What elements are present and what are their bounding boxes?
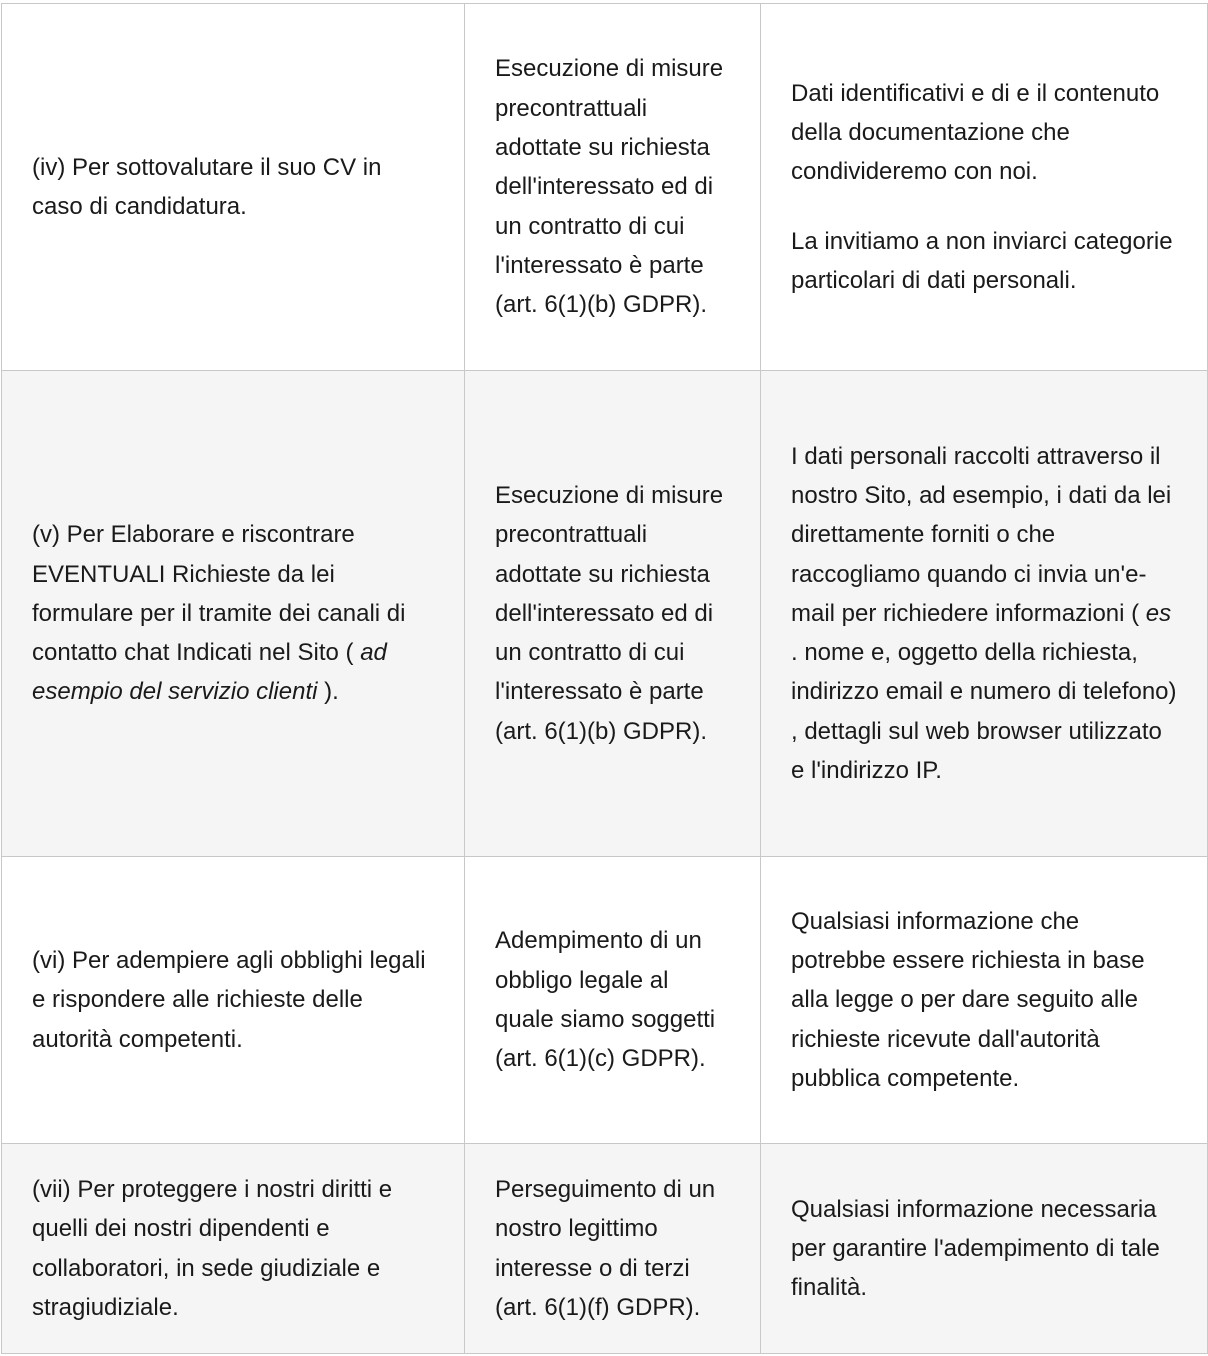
data-categories-cell [761,1144,1208,1354]
purpose-cell [2,857,465,1144]
data-categories-text [791,437,1177,791]
data-categories-text: Dati identificativi e di e il contenuto della documentazione che condivideremo con noi. [791,79,1160,186]
purpose-text: (vii) Per proteggere i nostri diritti e quelli dei nostri dipendenti e collaboratori, in sede giudiziale e stragiudiziale. [32,1175,393,1321]
data-text-end: . nome e, oggetto della richiesta, indirizzo email e numero di telefono) , dettagli sul web browser utilizzato e l'indirizzo IP. [791,639,1177,785]
data-categories-text: Qualsiasi informazione necessaria per garantire l'adempimento di tale finalità. [791,1195,1160,1302]
purpose-cell [2,1144,465,1354]
data-categories-cell [761,857,1208,1144]
table-row [2,1144,1208,1354]
purpose-cell [2,371,465,857]
legal-basis-text: Esecuzione di misure precontrattuali adottate su richiesta dell'interessato ed di un contratto di cui l'interessato è parte (art. 6(1)(b) GDPR). [495,55,724,319]
data-text-start: I dati personali raccolti attraverso il nostro Sito, ad esempio, i dati da lei direttamente forniti o che raccogliamo quando ci invia un'e-mail per richiedere informazioni ( [791,442,1172,627]
data-categories-text: Qualsiasi informazione che potrebbe essere richiesta in base alla legge o per dare seguito alle richieste ricevute dall'autorità pubblica competente. [791,907,1145,1092]
table-row [2,371,1208,857]
purpose-text-start: (v) Per Elaborare e riscontrare EVENTUALI Richieste da lei formulare per il tramite dei canali di contatto chat Indicati nel Sito ( [32,521,406,667]
data-text-abbrev: es [1145,599,1172,627]
legal-basis-text: Adempimento di un obbligo legale al quale siamo soggetti (art. 6(1)(c) GDPR). [495,927,716,1073]
data-categories-note: La invitiamo a non inviarci categorie particolari di dati personali. [791,227,1173,294]
legal-basis-text: Perseguimento di un nostro legittimo interesse o di terzi (art. 6(1)(f) GDPR). [495,1175,716,1321]
legal-basis-cell [465,371,761,857]
privacy-purposes-table [1,3,1208,1354]
legal-basis-cell [465,1144,761,1354]
purpose-text: (iv) Per sottovalutare il suo CV in caso di candidatura. [32,153,382,220]
purpose-text: (vi) Per adempiere agli obblighi legali e rispondere alle richieste delle autorità competenti. [32,947,426,1053]
table-row [2,857,1208,1144]
table-row [2,4,1208,371]
data-categories-cell [761,371,1208,857]
legal-basis-text: Esecuzione di misure precontrattuali adottate su richiesta dell'interessato ed di un contratto di cui l'interessato è parte (art. 6(1)(b) GDPR). [495,481,724,745]
data-categories-cell [761,4,1208,371]
purpose-text-example: ad esempio del servizio clienti [32,639,387,706]
legal-basis-cell [465,857,761,1144]
legal-basis-cell [465,4,761,371]
purpose-cell [2,4,465,371]
purpose-text-end: ). [317,678,339,706]
purpose-text [32,515,434,711]
